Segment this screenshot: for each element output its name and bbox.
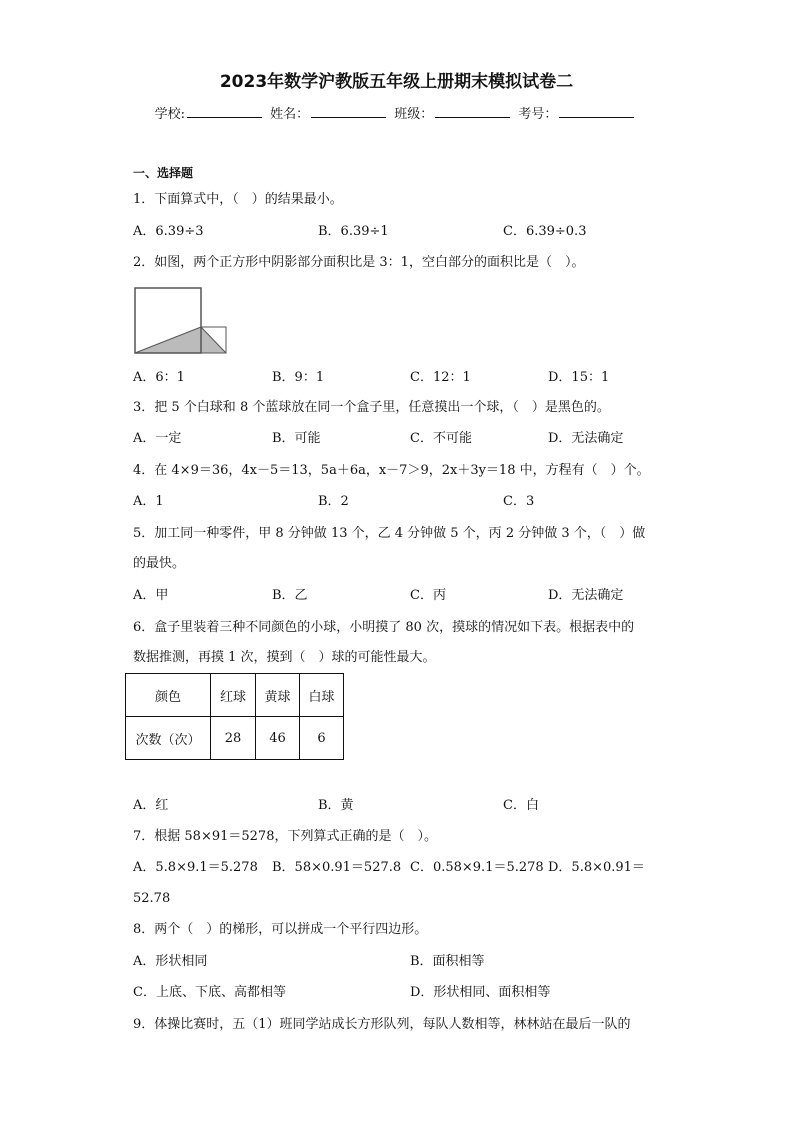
table-cell: 黄球 — [256, 674, 300, 717]
question-6: 6．盒子里装着三种不同颜色的小球，小明摸了 80 次，摸球的情况如下表。根据表中的 — [133, 620, 635, 635]
question-4: 4．在 4×9＝36，4x－5＝13，5a＋6a，x－7＞9，2x＋3y＝18 中，方程有（ ）个。 — [133, 463, 650, 478]
squares-figure — [134, 287, 230, 355]
option-c: C．不可能 — [410, 431, 472, 446]
option-a: A．甲 — [133, 588, 169, 603]
option-a: A．1 — [133, 494, 164, 509]
question-2: 2．如图，两个正方形中阴影部分面积比是 3：1，空白部分的面积比是（ ）。 — [133, 255, 585, 270]
option-b: B．9：1 — [272, 370, 325, 385]
question-6-cont: 数据推测，再摸 1 次，摸到（ ）球的可能性最大。 — [133, 650, 436, 665]
option-c: C．12：1 — [410, 370, 471, 385]
page-title: 2023年数学沪教版五年级上册期末模拟试卷二 — [219, 72, 574, 92]
table-cell: 46 — [256, 717, 300, 760]
table-cell: 白球 — [300, 674, 344, 717]
option-d: D．15：1 — [548, 370, 610, 385]
option-c: C．6.39÷0.3 — [503, 224, 587, 239]
option-a: A．红 — [133, 798, 169, 813]
option-a: A．一定 — [133, 431, 182, 446]
table-cell: 28 — [211, 717, 256, 760]
table-cell: 红球 — [211, 674, 256, 717]
option-b: B．58×0.91＝527.8 — [272, 860, 402, 875]
option-c: C．白 — [503, 798, 539, 813]
question-5-cont: 的最快。 — [133, 556, 186, 571]
option-d-cont: 52.78 — [133, 891, 171, 906]
name-label: 姓名： — [270, 107, 310, 122]
option-d: D．无法确定 — [548, 431, 624, 446]
table-cell: 颜色 — [126, 674, 211, 717]
option-b: B．2 — [318, 494, 349, 509]
option-c: C．上底、下底、高都相等 — [133, 985, 286, 1000]
table-row — [126, 717, 344, 760]
option-a: A．5.8×9.1＝5.278 — [133, 860, 258, 875]
class-label: 班级： — [394, 107, 434, 122]
option-d: D．形状相同、面积相等 — [410, 985, 551, 1000]
question-3: 3．把 5 个白球和 8 个蓝球放在同一个盒子里，任意摸出一个球，（ ）是黑色的。 — [133, 400, 610, 415]
class-blank — [435, 105, 510, 118]
table-header-row — [126, 674, 344, 717]
name-blank — [311, 105, 386, 118]
option-d: D．5.8×0.91＝ — [548, 860, 645, 875]
question-5: 5．加工同一种零件，甲 8 分钟做 13 个，乙 4 分钟做 5 个，丙 2 分钟做 3 个，（ ）做 — [133, 526, 646, 541]
option-c: C．0.58×9.1＝5.278 — [410, 860, 544, 875]
number-blank — [559, 105, 634, 118]
table-cell: 次数（次） — [126, 717, 211, 760]
option-c: C．3 — [503, 494, 535, 509]
question-1: 1．下面算式中，（ ）的结果最小。 — [133, 192, 343, 207]
school-label: 学校: — [154, 107, 185, 122]
question-7: 7．根据 58×91＝5278，下列算式正确的是（ ）。 — [133, 829, 437, 844]
option-a: A．6：1 — [133, 370, 185, 385]
number-label: 考号： — [518, 107, 558, 122]
table-cell: 6 — [300, 717, 344, 760]
option-b: B．6.39÷1 — [318, 224, 389, 239]
student-info-line — [0, 105, 793, 123]
school-blank — [187, 105, 262, 118]
option-b: B．面积相等 — [410, 954, 485, 969]
option-a: A．6.39÷3 — [133, 224, 204, 239]
question-9: 9．体操比赛时，五（1）班同学站成长方形队列，每队人数相等，林林站在最后一队的 — [133, 1017, 631, 1032]
question-8: 8．两个（ ）的梯形，可以拼成一个平行四边形。 — [133, 922, 428, 937]
option-a: A．形状相同 — [133, 954, 208, 969]
option-b: B．可能 — [272, 431, 321, 446]
section-heading: 一、选择题 — [133, 166, 194, 180]
option-c: C．丙 — [410, 588, 446, 603]
ball-count-table — [125, 673, 344, 760]
option-b: B．黄 — [318, 798, 354, 813]
option-b: B．乙 — [272, 588, 308, 603]
option-d: D．无法确定 — [548, 588, 624, 603]
